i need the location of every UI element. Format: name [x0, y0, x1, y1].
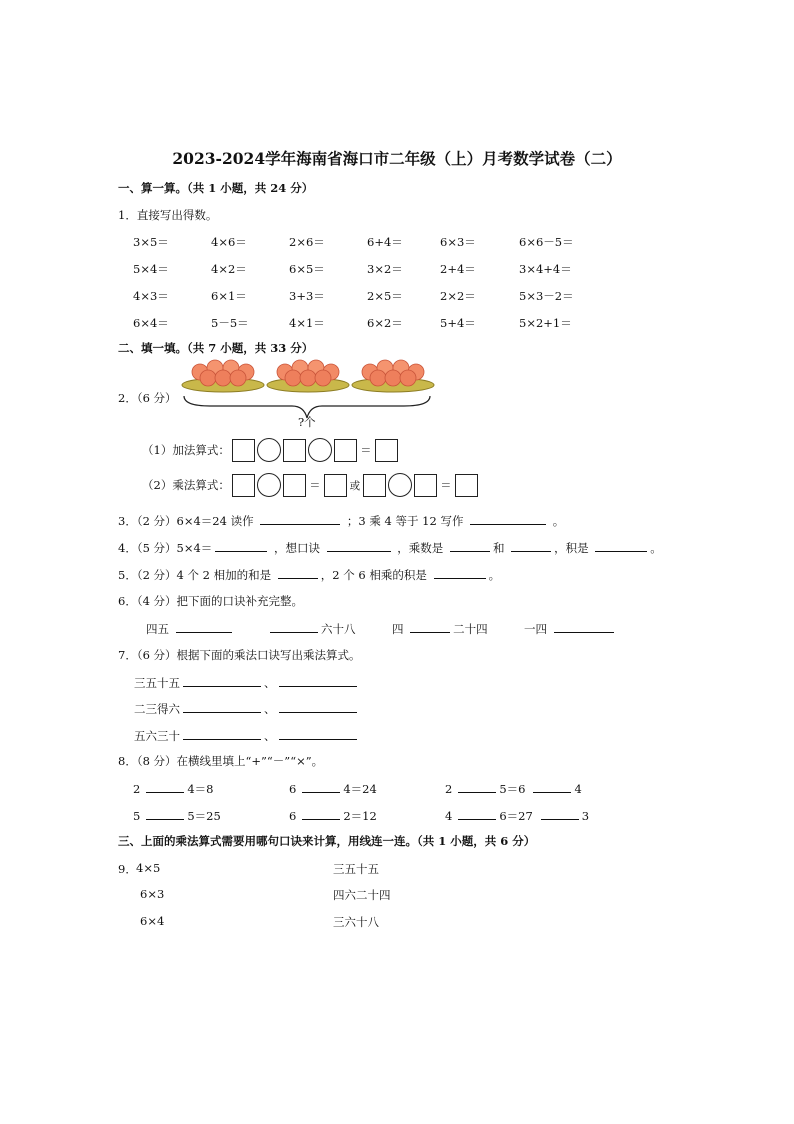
question-3-text-a: 3．（2 分）6×4＝24 读作 — [118, 514, 254, 528]
number-text: 2 — [445, 782, 453, 796]
calc-item: 5+4＝ — [440, 316, 476, 330]
operator-circle[interactable] — [308, 438, 332, 462]
question-1-label: 1．直接写出得数。 — [118, 208, 218, 222]
number-text: 6 — [289, 782, 297, 796]
answer-blank[interactable] — [279, 727, 357, 740]
equation-text: 4＝8 — [187, 782, 214, 796]
answer-blank[interactable] — [302, 807, 340, 820]
answer-blank[interactable] — [146, 807, 184, 820]
answer-blank[interactable] — [302, 780, 340, 793]
answer-blank[interactable] — [450, 539, 490, 552]
answer-blank[interactable] — [511, 539, 551, 552]
fill-operator-item — [445, 807, 589, 824]
plate-3-icon — [352, 360, 434, 392]
answer-blank[interactable] — [260, 512, 340, 525]
calc-item: 5×4＝ — [133, 262, 169, 276]
multiplication-row — [142, 473, 478, 497]
section-heading-1: 一、算一算。（共 1 小题，共 24 分） — [118, 181, 314, 195]
calc-item: 5×3－2＝ — [519, 289, 574, 303]
calc-item: 6×6－5＝ — [519, 235, 574, 249]
fill-operator-item — [289, 780, 377, 797]
answer-blank[interactable] — [176, 620, 232, 633]
calc-item: 5－5＝ — [211, 316, 249, 330]
question-3-text-c: 。 — [552, 514, 565, 528]
answer-box[interactable] — [455, 474, 478, 497]
question-3-text-b: ；3 乘 4 等于 12 写作 — [346, 514, 464, 528]
equals-sign: ＝ — [440, 479, 452, 492]
operator-circle[interactable] — [257, 473, 281, 497]
answer-box[interactable] — [283, 439, 306, 462]
answer-blank[interactable] — [279, 674, 357, 687]
question-6-item-1 — [146, 620, 235, 637]
answer-box[interactable] — [334, 439, 357, 462]
answer-blank[interactable] — [410, 620, 450, 633]
match-left-item[interactable]: 6×3 — [140, 887, 165, 901]
question-4-text-c: ，乘数是 — [397, 541, 444, 555]
addition-row — [142, 438, 398, 462]
calc-item: 3×4+4＝ — [519, 262, 572, 276]
answer-box[interactable] — [232, 474, 255, 497]
question-5-text-a: 5．（2 分）4 个 2 相加的和是 — [118, 568, 272, 582]
match-right-item[interactable]: 三六十八 — [333, 915, 379, 929]
calc-item: 6×3＝ — [440, 235, 476, 249]
separator: 、 — [264, 729, 276, 743]
calc-item: 4×2＝ — [211, 262, 247, 276]
question-8-label: 8．（8 分）在横线里填上“+”“－”“×”。 — [118, 754, 324, 768]
question-5-text-b: ，2 个 6 相乘的积是 — [320, 568, 427, 582]
calc-item: 6+4＝ — [367, 235, 403, 249]
calc-item: 2×5＝ — [367, 289, 403, 303]
number-text: 4 — [445, 809, 453, 823]
addition-label: （1）加法算式： — [142, 443, 230, 457]
answer-blank[interactable] — [146, 780, 184, 793]
answer-blank[interactable] — [458, 807, 496, 820]
calc-item: 2+4＝ — [440, 262, 476, 276]
question-6-label: 6．（4 分）把下面的口诀补充完整。 — [118, 594, 304, 608]
rhyme-row — [134, 674, 360, 691]
calc-item: 2×6＝ — [289, 235, 325, 249]
answer-box[interactable] — [232, 439, 255, 462]
calc-item: 5×2+1＝ — [519, 316, 572, 330]
number-text: 6 — [289, 809, 297, 823]
fill-operator-item — [289, 807, 377, 824]
number-text: 4 — [574, 782, 582, 796]
match-right-item[interactable]: 三五十五 — [333, 862, 379, 876]
question-9-label: 9． — [118, 862, 137, 876]
answer-blank[interactable] — [327, 539, 391, 552]
answer-box[interactable] — [324, 474, 347, 497]
equation-text: 5＝25 — [187, 809, 221, 823]
calc-item: 6×1＝ — [211, 289, 247, 303]
answer-blank[interactable] — [183, 674, 261, 687]
answer-blank[interactable] — [533, 780, 571, 793]
rhyme-text: 三五十五 — [134, 676, 180, 690]
answer-blank[interactable] — [458, 780, 496, 793]
plate-1-icon — [182, 360, 264, 392]
question-4 — [118, 539, 662, 556]
equation-text: 2＝12 — [343, 809, 377, 823]
question-7-label: 7．（6 分）根据下面的乘法口诀写出乘法算式。 — [118, 648, 361, 662]
match-right-item[interactable]: 四六二十四 — [333, 888, 391, 902]
answer-blank[interactable] — [183, 700, 261, 713]
answer-blank[interactable] — [270, 620, 318, 633]
rhyme-text: 四五 — [146, 622, 169, 636]
operator-circle[interactable] — [388, 473, 412, 497]
calc-item: 4×1＝ — [289, 316, 325, 330]
equation-text: 4＝24 — [343, 782, 377, 796]
answer-box[interactable] — [363, 474, 386, 497]
question-6-item-3 — [392, 620, 488, 637]
answer-blank[interactable] — [470, 512, 546, 525]
rhyme-text: 一四 — [524, 622, 547, 636]
operator-circle[interactable] — [257, 438, 281, 462]
rhyme-text: 六十八 — [321, 622, 356, 636]
answer-blank[interactable] — [554, 620, 614, 633]
rhyme-text: 四 — [392, 622, 404, 636]
answer-box[interactable] — [375, 439, 398, 462]
question-4-text-b: ，想口诀 — [273, 541, 320, 555]
calc-item: 6×4＝ — [133, 316, 169, 330]
question-3 — [118, 512, 564, 529]
match-left-item[interactable]: 4×5 — [136, 861, 161, 875]
rhyme-text: 二三得六 — [134, 702, 180, 716]
answer-box[interactable] — [414, 474, 437, 497]
equation-text: 6＝27 — [499, 809, 533, 823]
rhyme-row — [134, 700, 360, 717]
equation-text: 5＝6 — [499, 782, 526, 796]
equals-sign: ＝ — [309, 479, 321, 492]
calc-item: 6×5＝ — [289, 262, 325, 276]
separator: 、 — [264, 702, 276, 716]
answer-box[interactable] — [283, 474, 306, 497]
fill-operator-item — [133, 780, 213, 797]
rhyme-text: 二十四 — [453, 622, 488, 636]
question-2-label: 2．（6 分） — [118, 391, 177, 405]
calc-item: 3+3＝ — [289, 289, 325, 303]
question-5 — [118, 566, 500, 583]
plate-2-icon — [267, 360, 349, 392]
answer-blank[interactable] — [278, 566, 318, 579]
question-4-text-d: 和 — [492, 541, 505, 555]
brace-label: ?个 — [298, 415, 316, 429]
number-text: 3 — [581, 809, 590, 823]
question-6-item-4 — [524, 620, 617, 637]
question-5-text-c: 。 — [488, 568, 501, 582]
number-text: 2 — [133, 782, 141, 796]
answer-blank[interactable] — [541, 807, 579, 820]
section-heading-2: 二、填一填。（共 7 小题，共 33 分） — [118, 341, 314, 355]
question-6-item-2 — [270, 620, 356, 637]
rhyme-text: 五六三十 — [134, 729, 180, 743]
question-4-text-e: ，积是 — [554, 541, 589, 555]
question-4-text-a: 4．（5 分）5×4＝ — [118, 541, 213, 555]
calc-item: 4×3＝ — [133, 289, 169, 303]
calc-item: 2×2＝ — [440, 289, 476, 303]
calc-item: 4×6＝ — [211, 235, 247, 249]
answer-blank[interactable] — [215, 539, 267, 552]
equals-sign: ＝ — [360, 444, 372, 457]
calc-item: 3×5＝ — [133, 235, 169, 249]
fill-operator-item — [445, 780, 582, 797]
or-label: 或 — [349, 479, 361, 492]
match-left-item[interactable]: 6×4 — [140, 914, 165, 928]
fill-operator-item — [133, 807, 221, 824]
calc-item: 3×2＝ — [367, 262, 403, 276]
answer-blank[interactable] — [279, 700, 357, 713]
question-4-text-f: 。 — [650, 541, 662, 555]
answer-blank[interactable] — [595, 539, 647, 552]
page-title: 2023-2024学年海南省海口市二年级（上）月考数学试卷（二） — [172, 149, 622, 168]
answer-blank[interactable] — [183, 727, 261, 740]
separator: 、 — [264, 676, 276, 690]
number-text: 5 — [133, 809, 141, 823]
calc-item: 6×2＝ — [367, 316, 403, 330]
section-heading-3: 三、上面的乘法算式需要用哪句口诀来计算，用线连一连。（共 1 小题，共 6 分） — [118, 834, 536, 848]
answer-blank[interactable] — [434, 566, 486, 579]
multiplication-label: （2）乘法算式： — [142, 478, 230, 492]
rhyme-row — [134, 727, 360, 744]
